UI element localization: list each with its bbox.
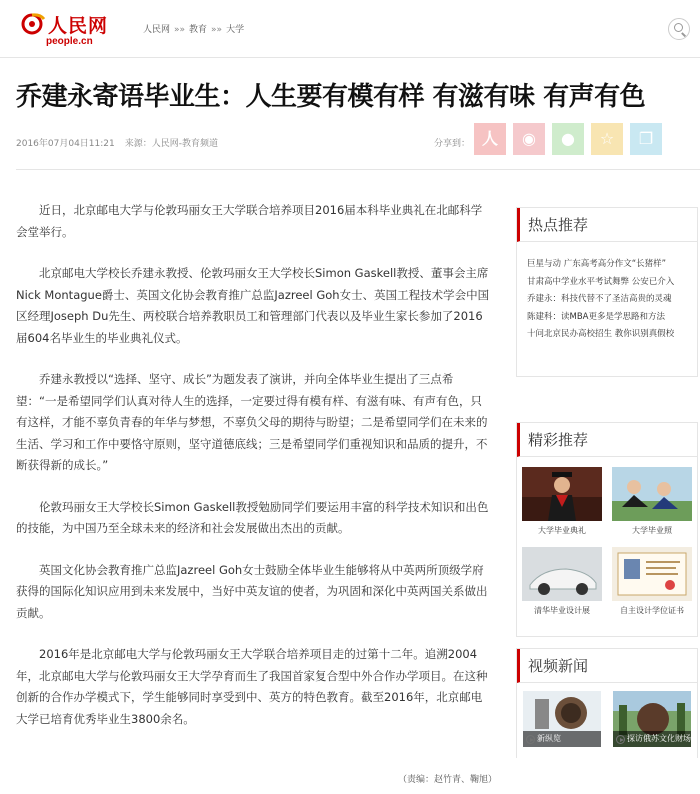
featured-caption: 自主设计学位证书 bbox=[620, 606, 684, 615]
breadcrumb-university[interactable]: 大学 bbox=[226, 25, 245, 35]
video-news-panel bbox=[516, 648, 698, 758]
article-meta bbox=[16, 136, 218, 149]
featured-caption: 大学毕业照 bbox=[632, 526, 672, 535]
featured-item[interactable] bbox=[522, 467, 602, 536]
logo-mark-icon bbox=[20, 10, 48, 38]
featured-caption: 大学毕业典礼 bbox=[538, 526, 586, 535]
article-title: 乔建永寄语毕业生：人生要有模有样 有滋有味 有声有色 bbox=[16, 82, 646, 112]
breadcrumb-separator: »» bbox=[174, 25, 186, 35]
article-paragraph: 伦敦玛丽女王大学校长Simon Gaskell教授勉励同学们要运用丰富的科学技术知识和出色的技能，为中国乃至全球未来的经济和社会发展做出杰出的贡献。 bbox=[16, 499, 489, 535]
search-button[interactable] bbox=[668, 18, 690, 40]
featured-title: 精彩推荐 bbox=[517, 423, 697, 457]
site-header bbox=[0, 0, 700, 58]
renmin-icon: 人 bbox=[481, 129, 498, 148]
hot-recommend-item[interactable]: 甘肃高中学业水平考试舞弊 公安已介入 bbox=[527, 276, 675, 287]
header-divider bbox=[16, 169, 700, 170]
graduation-photo bbox=[612, 467, 692, 521]
hot-recommend-item[interactable]: 乔建永：科技代替不了圣洁高贵的灵魂 bbox=[527, 294, 672, 304]
article-paragraph: 2016年是北京邮电大学与伦敦玛丽女王大学联合培养项目走的过第十二年。追溯2004年，北京邮电大学与伦敦玛丽女王大学孕育而生了我国首家复合型中外合作办学项目。在这种创新的合作办学模式下，学生能够同时享受到中、英方的特色教育。截至2016年，北京邮电大学已培育优秀毕业生3800余名。 bbox=[16, 647, 488, 726]
logo-text-en: people.cn bbox=[46, 36, 93, 47]
featured-item[interactable] bbox=[612, 547, 692, 616]
search-icon-handle bbox=[681, 32, 686, 37]
video-item[interactable] bbox=[523, 691, 601, 747]
hot-recommend-list bbox=[517, 242, 697, 344]
article-paragraph: 近日，北京邮电大学与伦敦玛丽女王大学联合培养项目2016届本科毕业典礼在北邮科学会堂举行。 bbox=[16, 203, 483, 239]
share-qzone-button[interactable] bbox=[591, 123, 623, 155]
share-copy-button[interactable] bbox=[630, 123, 662, 155]
share-label: 分享到： bbox=[434, 139, 471, 149]
breadcrumb-home[interactable]: 人民网 bbox=[143, 25, 171, 35]
share-sina-weibo-button[interactable] bbox=[513, 123, 545, 155]
diploma-design-photo bbox=[612, 547, 692, 601]
article-paragraph: 英国文化协会教育推广总监Jazreel Goh女士鼓励全体毕业生能够将从中英两所顶级学府获得的国际化知识应用到未来发展中，当好中英友谊的使者，为巩固和深化中英两国关系做出贡献。 bbox=[16, 562, 488, 620]
people-cn-logo[interactable] bbox=[20, 10, 110, 48]
publish-date: 2016年07月04日11:21 bbox=[16, 139, 115, 149]
featured-caption: 清华毕业设计展 bbox=[534, 606, 590, 615]
logo-text-cn: 人民网 bbox=[48, 15, 109, 37]
featured-item[interactable] bbox=[612, 467, 692, 536]
design-exhibition-photo bbox=[522, 547, 602, 601]
featured-item[interactable] bbox=[522, 547, 602, 616]
article-source[interactable]: 来源：人民网-教育频道 bbox=[124, 139, 218, 149]
star-icon: ☆ bbox=[599, 129, 615, 148]
article-editor: （责编：赵竹青、鞠旭） bbox=[398, 775, 498, 785]
video-news-title: 视频新闻 bbox=[517, 649, 697, 683]
wechat-icon: ● bbox=[561, 129, 575, 148]
share-wechat-button[interactable] bbox=[552, 123, 584, 155]
breadcrumb-separator: »» bbox=[211, 25, 223, 35]
video-item[interactable] bbox=[613, 691, 691, 747]
article-paragraph: 北京邮电大学校长乔建永教授、伦敦玛丽女王大学校长Simon Gaskell教授、董事会主席Nick Montague爵士、英国文化协会教育推广总监Jazreel Goh女士、英国工程技术学会中国区经理Joseph Du先生、两校联合培养教职员工和管理部门代表以及毕业生家长参加了2016届604名毕业生的毕业典礼仪式。 bbox=[16, 266, 490, 345]
video-caption: 新纵览 bbox=[523, 731, 601, 747]
copy-icon: ❐ bbox=[638, 129, 654, 148]
graduation-ceremony-photo bbox=[522, 467, 602, 521]
featured-panel bbox=[516, 422, 698, 637]
article-paragraph: 乔建永教授以“选择、坚守、成长”为题发表了演讲，并向全体毕业生提出了三点希望：“一是希望同学们认真对待人生的选择，一定要过得有模有样、有滋有味、有声有色，只有这样，才能不辜负青春的年华与梦想，不辜负父母的期待与盼望；二是希望同学们在未来的生活、学习和工作中要恪守原则，坚守道德底线；三是希望同学们重视知识和品质的提升，不断获得新的成长。” bbox=[16, 372, 488, 472]
hot-recommend-panel bbox=[516, 207, 698, 377]
hot-recommend-title: 热点推荐 bbox=[517, 208, 697, 242]
breadcrumb bbox=[143, 22, 244, 35]
breadcrumb-education[interactable]: 教育 bbox=[189, 25, 208, 35]
video-caption: 探访俄苏文化财场 bbox=[613, 731, 691, 747]
search-icon bbox=[674, 23, 683, 32]
hot-recommend-item[interactable]: 陈建科：读MBA更多是学思路和方法 bbox=[527, 311, 665, 322]
hot-recommend-item[interactable]: 巨星与动 广东高考高分作文“长猪样” bbox=[527, 259, 667, 269]
share-renmin-weibo-button[interactable] bbox=[474, 123, 506, 155]
weibo-icon: ◉ bbox=[522, 129, 536, 148]
article-body bbox=[16, 200, 491, 750]
hot-recommend-item[interactable]: 十问北京民办高校招生 教你识别真假校 bbox=[527, 329, 675, 339]
